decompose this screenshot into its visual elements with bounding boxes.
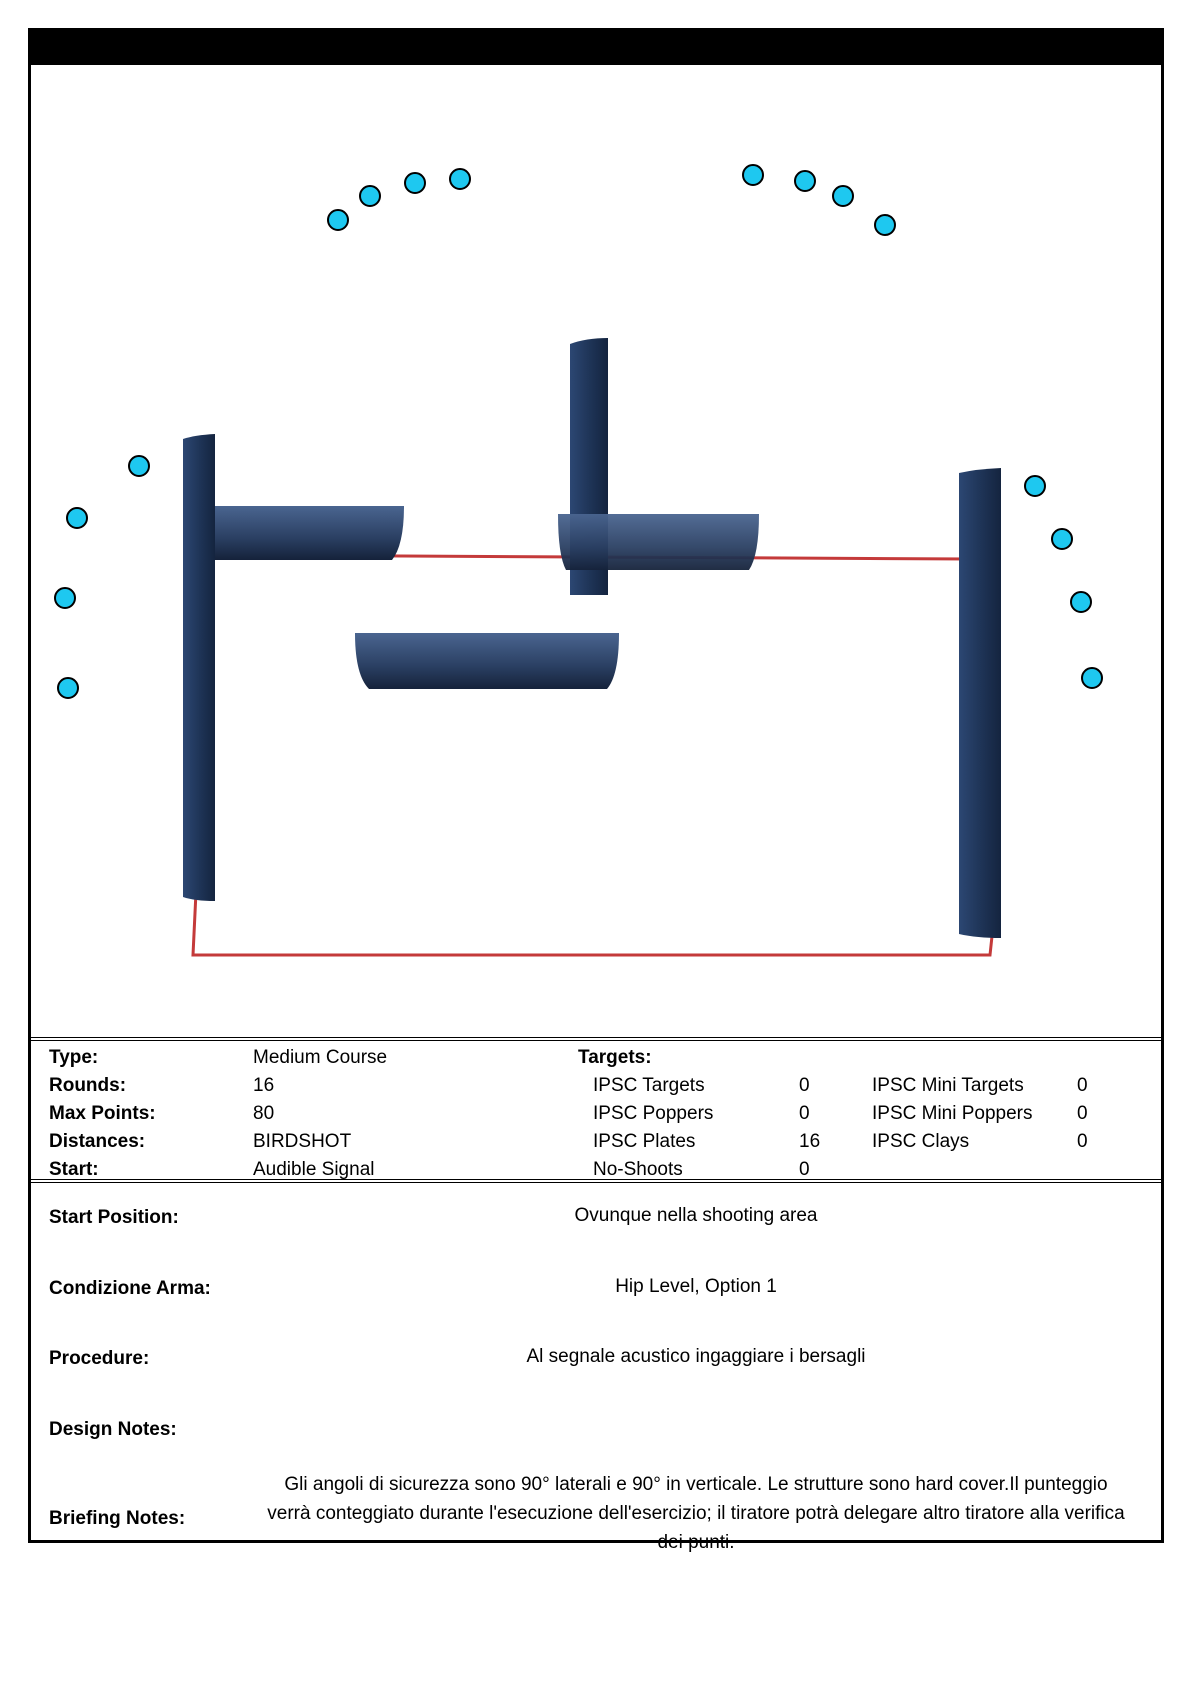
- distances-value: BIRDSHOT: [253, 1131, 352, 1152]
- plate-target: [450, 169, 470, 189]
- start-position-value: Ovunque nella shooting area: [574, 1205, 818, 1226]
- target-name: No-Shoots: [593, 1159, 683, 1180]
- mini-target-count: 0: [1077, 1131, 1088, 1152]
- plate-target: [875, 215, 895, 235]
- mini-target-name: IPSC Mini Targets: [872, 1075, 1024, 1096]
- max-points-value: 80: [253, 1103, 275, 1124]
- target-count: 0: [799, 1075, 810, 1096]
- wall-center-low: [355, 633, 619, 689]
- targets-label: Targets:: [578, 1047, 652, 1068]
- wall-right-vertical: [959, 468, 1001, 938]
- target-name: IPSC Plates: [593, 1131, 696, 1152]
- design-notes-label: Design Notes:: [49, 1419, 177, 1440]
- procedure-value: Al segnale acustico ingaggiare i bersagli: [526, 1346, 866, 1367]
- stage-sheet: [28, 28, 1164, 1553]
- wall-center-horizontal: [558, 514, 759, 570]
- condizione-arma-value: Hip Level, Option 1: [615, 1276, 777, 1297]
- briefing-notes-label: Briefing Notes:: [49, 1508, 186, 1529]
- wall-left-vertical: [183, 434, 215, 901]
- plate-target: [1025, 476, 1045, 496]
- plate-target: [405, 173, 425, 193]
- stage-info-table: [31, 1037, 1161, 1183]
- rounds-label: Rounds:: [49, 1075, 127, 1096]
- walls: [183, 338, 1001, 938]
- stage-diagram: [31, 65, 1161, 1037]
- plate-target: [129, 456, 149, 476]
- plate-target: [1071, 592, 1091, 612]
- target-name: IPSC Targets: [593, 1075, 705, 1096]
- target-count: 0: [799, 1159, 810, 1180]
- mini-target-name: IPSC Clays: [872, 1131, 970, 1152]
- plate-target: [55, 588, 75, 608]
- condizione-arma-label: Condizione Arma:: [49, 1278, 211, 1299]
- plate-target: [67, 508, 87, 528]
- plate-target: [1052, 529, 1072, 549]
- plate-target: [58, 678, 78, 698]
- start-label: Start:: [49, 1159, 99, 1180]
- plate-target: [833, 186, 853, 206]
- max-points-label: Max Points:: [49, 1103, 156, 1124]
- plate-target: [795, 171, 815, 191]
- type-value: Medium Course: [253, 1047, 388, 1068]
- stage-notes: [31, 1183, 1161, 1553]
- start-value: Audible Signal: [253, 1159, 375, 1180]
- mini-target-count: 0: [1077, 1103, 1088, 1124]
- plate-target: [328, 210, 348, 230]
- plate-target: [1082, 668, 1102, 688]
- rounds-value: 16: [253, 1075, 275, 1096]
- wall-left-horizontal: [215, 506, 404, 560]
- distances-label: Distances:: [49, 1131, 146, 1152]
- target-count: 0: [799, 1103, 810, 1124]
- plate-target: [743, 165, 763, 185]
- title-bar: [31, 31, 1161, 65]
- mini-target-name: IPSC Mini Poppers: [872, 1103, 1033, 1124]
- target-count: 16: [799, 1131, 821, 1152]
- fault-line-bottom: [193, 871, 995, 955]
- stage-diagram-svg: [31, 65, 1161, 1037]
- procedure-label: Procedure:: [49, 1348, 150, 1369]
- briefing-notes-value: Gli angoli di sicurezza sono 90° laterali e 90° in verticale. Le strutture sono hard cover.Il punteggio verrà conteggiato durante l'esecuzione dell'esercizio; il tiratore potrà delegare altro tiratore alla verifica dei punti.: [267, 1474, 1125, 1553]
- plate-target: [360, 186, 380, 206]
- type-label: Type:: [49, 1047, 99, 1068]
- target-name: IPSC Poppers: [593, 1103, 714, 1124]
- mini-target-count: 0: [1077, 1075, 1088, 1096]
- start-position-label: Start Position:: [49, 1207, 179, 1228]
- fault-lines: [193, 555, 995, 955]
